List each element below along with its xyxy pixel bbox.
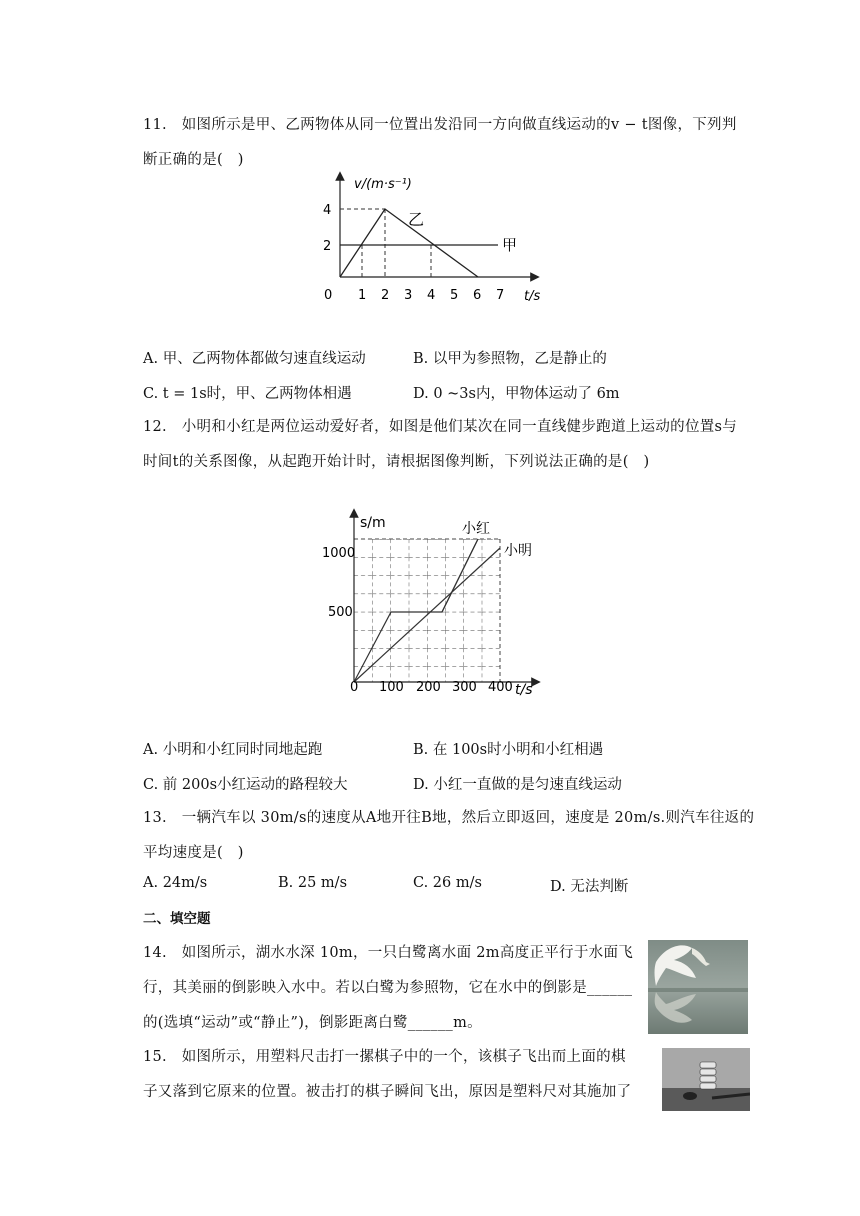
q15-stem-line2: 子又落到它原来的位置。被击打的棋子瞬间飞出，原因是塑料尺对其施加了 [143, 1084, 632, 1100]
q12-y-label: s/m [360, 515, 386, 531]
q12-stem-line1: 12. 小明和小红是两位运动爱好者，如图是他们某次在同一直线健步跑道上运动的位置s与 [143, 419, 738, 435]
q11-x-label: t/s [524, 289, 541, 304]
q12-stem-line2: 时间t的关系图像，从起跑开始计时，请根据图像判断，下列说法正确的是( ) [143, 454, 650, 470]
q14-stem-line3: 的(选填“运动”或“静止”)，倒影距离白鹭______m。 [143, 1015, 482, 1031]
q13-option-c[interactable]: C. 26 m/s [413, 875, 482, 891]
q11-option-a[interactable]: A. 甲、乙两物体都做匀速直线运动 [143, 351, 366, 367]
q11-xtick-6: 6 [473, 288, 482, 303]
q12-xtick-400: 400 [488, 680, 513, 695]
q12-ytick-1000: 1000 [322, 546, 356, 561]
q11-xtick-2: 2 [381, 288, 390, 303]
q12-option-d[interactable]: D. 小红一直做的是匀速直线运动 [413, 777, 622, 793]
q12-st-graph [318, 505, 548, 705]
q13-option-a[interactable]: A. 24m/s [143, 875, 208, 891]
q13-stem-line2: 平均速度是( ) [143, 845, 244, 861]
q12-grid [354, 539, 500, 682]
q15-stem-line1: 15. 如图所示，用塑料尺击打一摞棋子中的一个，该棋子飞出而上面的棋 [143, 1049, 626, 1065]
q11-option-c[interactable]: C. t = 1s时，甲、乙两物体相遇 [143, 386, 352, 402]
struck-piece [683, 1092, 697, 1100]
q11-option-d[interactable]: D. 0 ~3s内，甲物体运动了 6m [413, 386, 620, 402]
chess-stack-photo [662, 1048, 750, 1111]
q11-xtick-5: 5 [450, 288, 459, 303]
q11-xtick-3: 3 [404, 288, 413, 303]
q12-option-b[interactable]: B. 在 100s时小明和小红相遇 [413, 742, 604, 758]
q11-label-yi: 乙 [408, 210, 425, 229]
q11-vt-graph [320, 170, 550, 310]
q11-xtick-4: 4 [427, 288, 436, 303]
q12-xtick-100: 100 [379, 680, 404, 695]
q11-xtick-1: 1 [358, 288, 367, 303]
q12-xtick-300: 300 [452, 680, 477, 695]
q11-option-b[interactable]: B. 以甲为参照物，乙是静止的 [413, 351, 607, 367]
egret-photo [648, 940, 748, 1034]
q11-xtick-0: 0 [324, 288, 333, 303]
q12-option-c[interactable]: C. 前 200s小红运动的路程较大 [143, 777, 348, 793]
q12-x-label: t/s [515, 682, 533, 698]
q14-stem-line1: 14. 如图所示，湖水水深 10m，一只白鹭离水面 2m高度正平行于水面飞 [143, 945, 634, 961]
q13-option-d[interactable]: D. 无法判断 [550, 879, 629, 895]
q12-xtick-200: 200 [416, 680, 441, 695]
section-fill-in-title: 二、填空题 [143, 911, 211, 927]
q12-label-xiaoming: 小明 [504, 543, 532, 559]
q12-option-a[interactable]: A. 小明和小红同时同地起跑 [143, 742, 323, 758]
q11-xtick-7: 7 [496, 288, 505, 303]
q11-stem-line1: 11. 如图所示是甲、乙两物体从同一位置出发沿同一方向做直线运动的v − t图像，下列判 [143, 117, 737, 133]
q13-option-b[interactable]: B. 25 m/s [278, 875, 348, 891]
q11-label-jia: 甲 [502, 236, 518, 254]
q12-xtick-0: 0 [350, 680, 359, 695]
q11-stem-line2: 断正确的是( ) [143, 152, 244, 168]
q12-ytick-500: 500 [328, 605, 353, 620]
q11-y-label: v/(m·s⁻¹) [354, 177, 412, 192]
q14-stem-line2: 行，其美丽的倒影映入水中。若以白鹭为参照物，它在水中的倒影是______ [143, 980, 633, 996]
q13-stem-line1: 13. 一辆汽车以 30m/s的速度从A地开往B地，然后立即返回，速度是 20m/s.则汽车往返的 [143, 810, 755, 826]
q12-label-xiaohong: 小红 [462, 521, 490, 537]
q11-ytick-2: 2 [323, 239, 332, 254]
q11-ytick-4: 4 [323, 203, 332, 218]
